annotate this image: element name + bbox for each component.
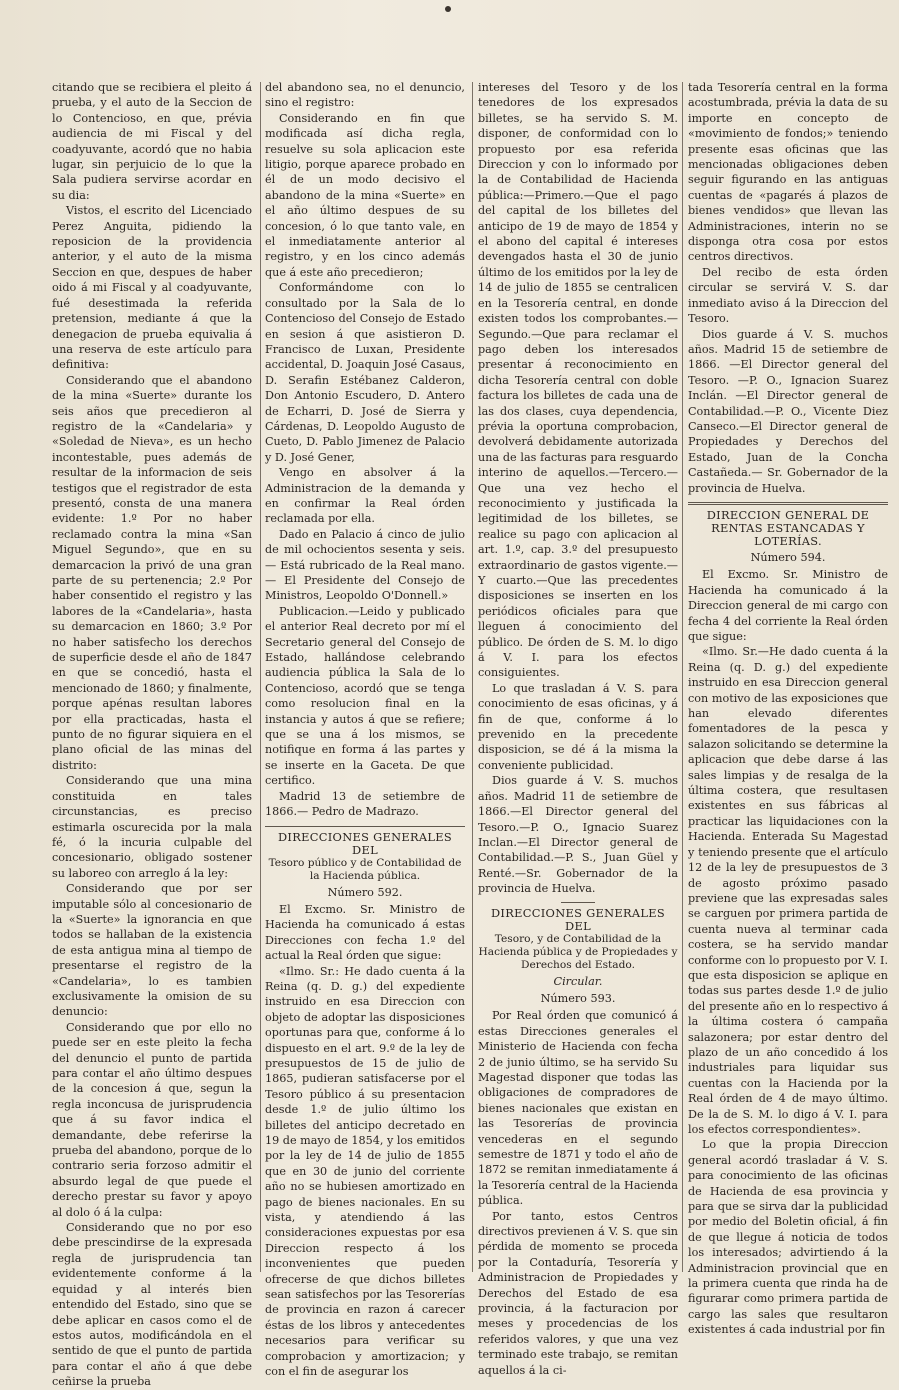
heading-title: DIRECCIONES GENERALES DEL (491, 905, 665, 933)
circular-label: Circular. (553, 974, 603, 988)
column-3 (478, 80, 678, 1377)
paragraph: Lo que la propia Direccion general acordó trasladar á V. S. para conocimiento de las oficinas de Hacienda de esa provincia y para que se sirva dar la publicidad por medio del Boletin oficial, á fin de que llegue á noticia de todos los interesados; advirtiendo á la Administracion provincial que en la primera cuenta que rinda ha de figurarar como primera partida de cargo las sales que resultaron existentes á cada industrial por fin (688, 1138, 888, 1337)
paragraph: El Excmo. Sr. Ministro de Hacienda ha comunicado á estas Direcciones con fecha 1.º del actual la Real órden que sigue: (265, 902, 465, 963)
paragraph: Considerando que el abandono de la mina «Suerte» durante los seis años que precedieron al registro de la «Candelaria» y «Soledad de Nieva», es un hecho incontestable, pues además de resultar de la informacion de seis testigos que el registrador de esta presentó, consta de una manera evidente: 1.º Por no haber reclamado contra la mina «San Miguel Segundo», que en su demarcacion la privó de una gran parte de su pertenencia; 2.º Por haber consentido el registro y las labores de la «Candelaria», hasta su demarcacion en 1860; 3.º Por no haber satisfecho los derechos de superficie desde el año de 1847 en que se concedió, hasta el mencionado de 1860; y finalmente, porque apénas resultan labores por ella practicadas, hasta el punto de no figurar siquiera en el plano oficial de las minas del distrito: (52, 373, 252, 772)
heading-title: DIRECCIONES GENERALES DEL (278, 829, 452, 857)
paragraph: intereses del Tesoro y de los tenedores de los expresados billetes, se ha servido S. M. disponer, de conformidad con lo propuesto por esa referida Direccion y con lo informado por la de Contabilidad de Hacienda pública:—Primero.—Que el pago del capital de los billetes del anticipo de 19 de mayo de 1854 y el abono del capital é intereses devengados hasta el 30 de junio último de los emitidos por la ley de 14 de julio de 1855 se centralicen en la Tesorería central, en donde existen todos los comprobantes.—Segundo.—Que para reclamar el pago deben los interesados presentar á reconocimiento en dicha Tesorería central con doble factura los billetes de cada una de las dos clases, cuya dependencia, prévia la oportuna comprobacion, devolverá debidamente autorizada una de las facturas para resguardo interino de aquellos.—Tercero.—Que una vez hecho el reconocimiento y justificada la legitimidad de los billetes, se realice su pago con aplicacion al art. 1.º, cap. 3.º del presupuesto extraordinario de gastos vigente.—Y cuarto.—Que las precedentes disposiciones se inserten en los periódicos oficiales para que lleguen á conocimiento del público. De órden de S. M. lo digo á V. I. para los efectos consiguientes. (478, 81, 678, 680)
column-rule (682, 82, 683, 1272)
paragraph: Considerando que no por eso debe prescindirse de la expresada regla de jurisprudencia tan evidentemente conforme á la equidad y al interés bien entendido del Estado, sino que se debe aplicar en casos como el de estos autos, modificándola en el sentido de que el punto de partida para contar el año á que debe ceñirse la prueba (52, 1221, 252, 1389)
paragraph: Del recibo de esta órden circular se servirá V. S. dar inmediato aviso á la Direccion del Tesoro. (688, 265, 888, 326)
paragraph: Dios guarde á V. S. muchos años. Madrid 15 de setiembre de 1866. —El Director general del Tesoro. —P. O., Ignacion Suarez Inclán. —El Director general de Contabilidad.—P. O., Vicente Diez Canseco.—El Director general de Propiedades y Derechos del Estado, Juan de la Concha Castañeda.— Sr. Gobernador de la provincia de Huelva. (688, 327, 888, 495)
column-1 (52, 80, 252, 1389)
section-divider (265, 826, 465, 827)
column-2 (265, 80, 465, 1379)
paragraph: Dado en Palacio á cinco de julio de mil ochocientos sesenta y seis.— Está rubricado de la Real mano.— El Presidente del Consejo de Ministros, Leopoldo O'Donnell.» (265, 527, 465, 603)
paragraph: Vengo en absolver á la Administracion de la demanda y en confirmar la Real órden reclamada por ella. (265, 466, 465, 526)
paragraph: Conformándome con lo consultado por la Sala de lo Contencioso del Consejo de Estado en sesion á que asistieron D. Francisco de Luxan, Presidente accidental, D. Joaquin José Casaus, D. Serafin Estébanez Calderon, Don Antonio Escudero, D. Antero de Echarri, D. José de Sierra y Cárdenas, D. Leopoldo Augusto de Cueto, D. Pablo Jimenez de Palacio y D. José Gener, (265, 281, 465, 464)
paragraph: Considerando que una mina constituida en tales circunstancias, es preciso estimarla oscurecida por la mala fé, ó la incuria culpable del concesionario, obligado sostener su laboreo con arreglo á la ley: (52, 774, 252, 880)
notice-number: Número 594. (750, 550, 826, 564)
section-divider (561, 902, 595, 903)
paragraph: «Ilmo. Sr.—He dado cuenta á la Reina (q. D. g.) del expediente instruido en esa Direccion general con motivo de las exposiciones que han elevado diferentes fomentadores de la pesca y salazon solicitando se determine la aplicacion que debe darse á las sales limpias y de resalga de la última costera, que resultasen existentes en sus fábricas al practicar las liquidaciones con la Hacienda. Enterada Su Magestad y teniendo presente que el artículo 12 de la ley de presupuestos de 3 de agosto próximo pasado previene que las expresadas sales se carguen por primera partida de cuenta nueva al terminar cada costera, se ha servido mandar conforme con lo propuesto por V. I. que esta disposicion se aplique en todas sus partes desde 1.º de julio del presente año en lo respectivo á la última costera ó campaña salazonera; por estar dentro del plazo de un año concedido á los industriales para liquidar sus cuentas con la Hacienda por la Real órden de 4 de mayo último. De la de S. M. lo digo á V. I. para los efectos correspondientes». (688, 645, 888, 1136)
signature-date: Madrid 13 de setiembre de 1866.— Pedro de Madrazo. (265, 789, 465, 819)
paragraph: Lo que trasladan á V. S. para conocimiento de esas oficinas, y á fin de que, conforme á lo prevenido en la precedente disposicion, se dé á la misma la conveniente publicidad. (478, 681, 678, 772)
paragraph: Considerando que por ser imputable sólo al concesionario de la «Suerte» la ignorancia en que todos se hallaban de la existencia de esta antigua mina al tiempo de presentarse el registro de la «Candelaria», lo es tambien exclusivamente la omision de su denuncio: (52, 882, 252, 1019)
heading-subtitle: Tesoro, y de Contabilidad de la Hacienda pública y de Propiedades y Derechos del Estado. (478, 932, 678, 971)
column-rule (260, 82, 261, 1272)
paragraph: Vistos, el escrito del Licenciado Perez Anguita, pidiendo la reposicion de la providencia anterior, y el auto de la misma Seccion en que, despues de haber oido á mi Fiscal y al coadyuvante, fué desestimada la referida pretension, mediante á que la denegacion de prueba equivalia á una reserva de este artículo para definitiva: (52, 204, 252, 372)
heading-subtitle: Tesoro público y de Contabilidad de la Hacienda pública. (268, 856, 462, 882)
notice-number: Número 593. (540, 991, 616, 1005)
paragraph: El Excmo. Sr. Ministro de Hacienda ha comunicado á la Direccion general de mi cargo con fecha 4 del corriente la Real órden que sigue: (688, 568, 888, 643)
paragraph: Dios guarde á V. S. muchos años. Madrid 11 de setiembre de 1866.—El Director general del Tesoro.—P. O., Ignacio Suarez Inclan.—El Director general de Contabilidad.—P. S., Juan Güel y Renté.—Sr. Gobernador de la provincia de Huelva. (478, 774, 678, 896)
paragraph: Considerando en fin que modificada así dicha regla, resuelve su sola aplicacion este litigio, porque aparece probado en él de un modo decisivo el abandono de la mina «Suerte» en el año último despues de su concesion, ó lo que tanto vale, en el inmediatamente anterior al registro, y en los cinco además que á este año precedieron; (265, 111, 465, 279)
section-heading (478, 907, 678, 972)
column-4 (688, 80, 888, 1337)
section-heading (688, 509, 888, 548)
section-divider (688, 502, 888, 505)
paragraph: Por Real órden que comunicó á estas Direcciones generales el Ministerio de Hacienda con fecha 2 de junio último, se ha servido Su Magestad disponer que todas las obligaciones de compradores de bienes nacionales que existan en las Tesorerías de provincia vencederas en el segundo semestre de 1871 y todo el año de 1872 se remitan inmediatamente á la Tesorería central de la Hacienda pública. (478, 1009, 678, 1208)
heading-title: DIRECCION GENERAL DE RENTAS ESTANCADAS Y LOTERÍAS. (706, 507, 870, 548)
paragraph: tada Tesorería central en la forma acostumbrada, prévia la data de su importe en concepto de «movimiento de fondos;» teniendo presente esas oficinas que las mencionadas obligaciones deben seguir figurando en las antiguas cuentas de «pagarés á plazos de bienes vendidos» que llevan las Administraciones, interin no se disponga otra cosa por estos centros directivos. (688, 81, 888, 264)
column-rule (472, 82, 473, 1272)
section-heading (265, 831, 465, 883)
page-mark (445, 6, 451, 12)
paragraph: Publicacion.—Leido y publicado el anterior Real decreto por mí el Secretario general del Consejo de Estado, hallándose celebrando audiencia pública la Sala de lo Contencioso, acordó que se tenga como resolucion final en la instancia y autos á que se refiere; que se una á los mismos, se notifique en forma á las partes y se inserte en la Gaceta. De que certifico. (265, 604, 465, 788)
paragraph: «Ilmo. Sr.: He dado cuenta á la Reina (q. D. g.) del expediente instruido en esa Direccion con objeto de adoptar las disposiciones oportunas para que, conforme á lo dispuesto en el art. 9.º de la ley de presupuestos de 15 de julio de 1865, pudieran satisfacerse por el Tesoro público á su presentacion desde 1.º de julio último los billetes del anticipo decretado en 19 de mayo de 1854, y los emitidos por la ley de 14 de julio de 1855 que en 30 de junio del corriente año no se hubiesen amortizado en pago de bienes nacionales. En su vista, y atendiendo á las consideraciones expuestas por esa Direccion respecto á los inconvenientes que pueden ofrecerse de que dichos billetes sean satisfechos por las Tesorerías de provincia en razon á carecer éstas de los libros y antecedentes necesarios para verificar su comprobacion y amortizacion; y con el fin de asegurar los (265, 964, 465, 1379)
paragraph: Por tanto, estos Centros directivos previenen á V. S. que sin pérdida de momento se proceda por la Contaduría, Tesorería y Administracion de Propiedades y Derechos del Estado de esa provincia, á la facturacion por meses y procedencias de los referidos valores, y que una vez terminado este trabajo, se remitan aquellos á la ci- (478, 1209, 678, 1377)
paragraph: Considerando que por ello no puede ser en este pleito la fecha del denuncio el punto de partida para contar el año último despues de la concesion á que, segun la regla inconcusa de jurisprudencia que á su favor indica el demandante, debe referirse la prueba del abandono, porque de lo contrario seria forzoso admitir el absurdo legal de que puede el derecho prestar su favor y apoyo al dolo ó á la culpa: (52, 1020, 252, 1219)
notice-number: Número 592. (327, 885, 403, 899)
paragraph: citando que se recibiera el pleito á prueba, y el auto de la Seccion de lo Contencioso, en que, prévia audiencia de mi Fiscal y del coadyuvante, acordó que no habia lugar, sin perjuicio de lo que la Sala pudiera servirse acordar en su dia: (52, 81, 252, 202)
paragraph: del abandono sea, no el denuncio, sino el registro: (265, 81, 465, 110)
